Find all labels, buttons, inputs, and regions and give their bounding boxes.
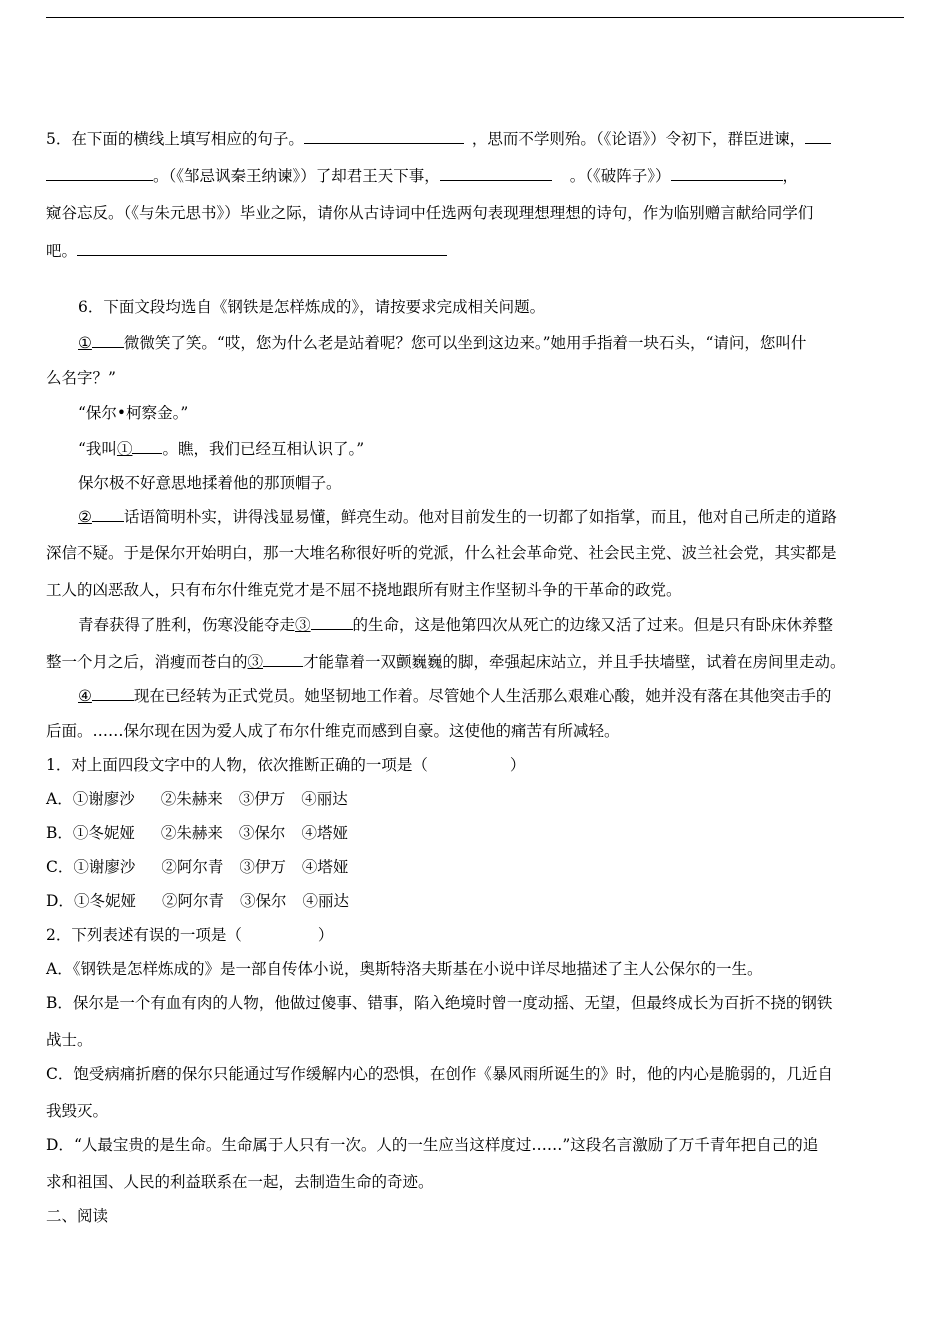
sub2-option-d[interactable]: D．“人最宝贵的是生命。生命属于人只有一次。人的一生应当这样度过……”这段名言激励了万千青年把自己的追 (46, 1136, 819, 1154)
sub2-option-a[interactable]: A．《钢铁是怎样炼成的》是一部自传体小说，奥斯特洛夫斯基在小说中详尽地描述了主人公保尔的一生。 (46, 960, 763, 978)
q5-stem: 5．在下面的横线上填写相应的句子。 (46, 130, 304, 148)
sub2-option-c[interactable]: C．饱受病痛折磨的保尔只能通过写作缓解内心的恐惧，在创作《暴风雨所诞生的》时，他的内心是脆弱的，几近自 (46, 1065, 833, 1083)
sub1-option-a[interactable]: A．①谢廖沙 ②朱赫来 ③伊万 ④丽达 (46, 790, 348, 808)
q6-para-2: “保尔•柯察金。” (78, 404, 189, 422)
q6-para-1: ① 微微笑了笑。“哎，您为什么老是站着呢？您可以坐到这边来。”她用手指着一块石头，“请问，您叫什 (78, 334, 807, 352)
q5-blank-3[interactable] (440, 165, 552, 181)
q6-para-6b: 整一个月之后，消瘦而苍白的③ 才能靠着一双颤巍巍的脚，牵强起床站立，并且手扶墙壁，试着在房间里走动。 (46, 653, 846, 671)
q6-para-7: ④ 现在已经转为正式党员。她坚韧地工作着。尽管她个人生活那么艰难心酸，她并没有落在其他突击手的 (78, 687, 832, 705)
q6-para-6: 青春获得了胜利，伤寒没能夺走③ 的生命，这是他第四次从死亡的边缘又活了过来。但是只有卧床休养整 (78, 616, 834, 634)
q5-blank-4[interactable] (671, 165, 783, 181)
q6-para-5b: 深信不疑。于是保尔开始明白，那一大堆名称很好听的党派，什么社会革命党、社会民主党、波兰社会党，其实都是 (46, 544, 837, 562)
sub1-stem: 1．对上面四段文字中的人物，依次推断正确的一项是（ ） (46, 756, 526, 774)
sub2-option-b-cont: 战士。 (46, 1031, 93, 1049)
q5-line-3: 窥谷忘反。（《与朱元思书》）毕业之际，请你从古诗词中任选两句表现理想理想的诗句，作为临别赠言献给同学们 (46, 204, 814, 222)
q6-para-7b: 后面。……保尔现在因为爱人成了布尔什维克而感到自豪。这使他的痛苦有所减轻。 (46, 722, 620, 740)
q5-line-4: 吧。 (46, 240, 906, 261)
sub1-option-b[interactable]: B．①冬妮娅 ②朱赫来 ③保尔 ④塔娅 (46, 824, 348, 842)
q5-blank-1[interactable] (304, 128, 464, 144)
sub2-option-d-cont: 求和祖国、人民的利益联系在一起，去制造生命的奇迹。 (46, 1173, 434, 1191)
q6-para-5c: 工人的凶恶敌人，只有布尔什维克党才是不屈不挠地跟所有财主作坚韧斗争的干革命的政党。 (46, 581, 682, 599)
q5-line-1 (46, 128, 906, 149)
sub2-option-b[interactable]: B．保尔是一个有血有肉的人物，他做过傻事、错事，陷入绝境时曾一度动摇、无望，但最终成长为百折不挠的钢铁 (46, 994, 833, 1012)
sub2-stem: 2．下列表述有误的一项是（ ） (46, 926, 334, 944)
q5-blank-2[interactable] (805, 128, 831, 144)
q6-para-5: ② 话语简明朴实，讲得浅显易懂，鲜亮生动。他对目前发生的一切都了如指掌，而且，他对自己所走的道路 (78, 508, 837, 526)
q6-intro: 6．下面文段均选自《钢铁是怎样炼成的》，请按要求完成相关问题。 (78, 298, 546, 316)
sub1-option-d[interactable]: D．①冬妮娅 ②阿尔青 ③保尔 ④丽达 (46, 892, 349, 910)
q6-para-4: 保尔极不好意思地揉着他的那顶帽子。 (78, 474, 342, 492)
sub1-option-c[interactable]: C．①谢廖沙 ②阿尔青 ③伊万 ④塔娅 (46, 858, 349, 876)
sub2-option-c-cont: 我毁灭。 (46, 1102, 109, 1120)
section-heading: 二、阅读 (46, 1207, 109, 1225)
q5-line-2: 。（《邹忌讽秦王纳谏》）了却君王天下事， 。（《破阵子》） ， (46, 165, 906, 186)
q5-text: ，思而不学则殆。（《论语》）令初下，群臣进谏， (471, 130, 806, 148)
q6-para-3: “我叫① 。瞧，我们已经互相认识了。” (78, 440, 365, 458)
header-rule (46, 17, 904, 18)
q5-blank-5[interactable] (77, 240, 447, 256)
q5-blank-2b[interactable] (46, 165, 153, 181)
q6-para-1b: 么名字？” (46, 369, 116, 387)
